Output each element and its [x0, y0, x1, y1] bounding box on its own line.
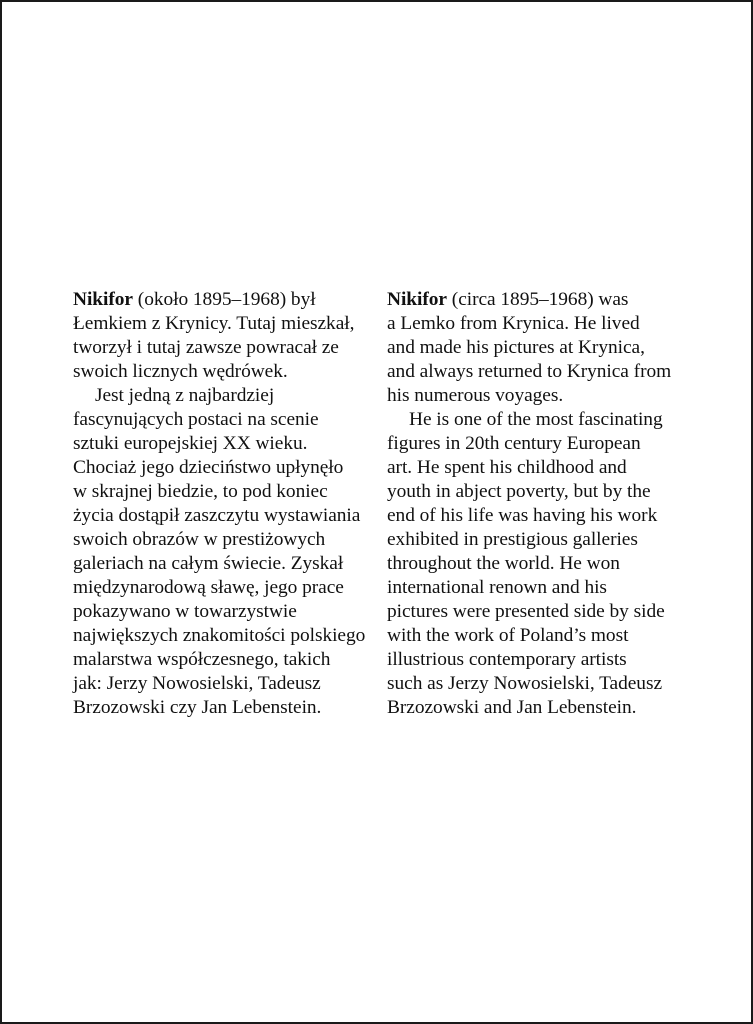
polish-line-18: Brzozowski czy Jan Lebenstein.	[73, 697, 322, 718]
english-line-14: pictures were presented side by side	[387, 601, 665, 622]
polish-line-11: swoich obrazów w prestiżowych	[73, 529, 326, 550]
english-line-17: such as Jerzy Nowosielski, Tadeusz	[387, 673, 662, 694]
english-line-1	[387, 288, 707, 312]
polish-line-13: międzynarodową sławę, jego prace	[73, 577, 344, 598]
english-line-16: illustrious contemporary artists	[387, 649, 627, 670]
polish-line-15: największych znakomitości polskiego	[73, 625, 366, 646]
polish-line-14: pokazywano w towarzystwie	[73, 601, 297, 622]
english-line-2: a Lemko from Krynica. He lived	[387, 313, 640, 334]
polish-text-column	[73, 288, 373, 720]
english-name: Nikifor	[387, 289, 447, 310]
english-line-9: youth in abject poverty, but by the	[387, 481, 651, 502]
polish-line-7: sztuki europejskiej XX wieku.	[73, 433, 308, 454]
polish-line-17: jak: Jerzy Nowosielski, Tadeusz	[73, 673, 321, 694]
english-line-8: art. He spent his childhood and	[387, 457, 627, 478]
polish-line-3: tworzył i tutaj zawsze powracał ze	[73, 337, 339, 358]
polish-line-8: Chociaż jego dzieciństwo upłynęło	[73, 457, 344, 478]
english-line-6: He is one of the most fascinating	[409, 409, 663, 430]
polish-line-6: fascynujących postaci na scenie	[73, 409, 319, 430]
polish-line-1	[73, 288, 373, 312]
english-line-5: his numerous voyages.	[387, 385, 564, 406]
polish-line-1-text: (około 1895–1968) był	[132, 289, 316, 310]
english-line-4: and always returned to Krynica from	[387, 361, 672, 382]
polish-line-16: malarstwa współczesnego, takich	[73, 649, 331, 670]
english-text-column	[387, 288, 707, 720]
polish-line-10: życia dostąpił zaszczytu wystawiania	[73, 505, 361, 526]
polish-line-12: galeriach na całym świecie. Zyskał	[73, 553, 344, 574]
english-line-7: figures in 20th century European	[387, 433, 641, 454]
english-line-12: throughout the world. He won	[387, 553, 620, 574]
polish-line-4: swoich licznych wędrówek.	[73, 361, 288, 382]
english-line-11: exhibited in prestigious galleries	[387, 529, 638, 550]
polish-name: Nikifor	[73, 289, 133, 310]
english-line-1-text: (circa 1895–1968) was	[446, 289, 629, 310]
english-line-13: international renown and his	[387, 577, 607, 598]
english-line-18: Brzozowski and Jan Lebenstein.	[387, 697, 637, 718]
polish-line-2: Łemkiem z Krynicy. Tutaj mieszkał,	[73, 313, 355, 334]
english-line-3: and made his pictures at Krynica,	[387, 337, 645, 358]
english-line-15: with the work of Poland’s most	[387, 625, 629, 646]
polish-line-9: w skrajnej biedzie, to pod koniec	[73, 481, 328, 502]
polish-line-5: Jest jedną z najbardziej	[95, 385, 275, 406]
english-line-10: end of his life was having his work	[387, 505, 658, 526]
